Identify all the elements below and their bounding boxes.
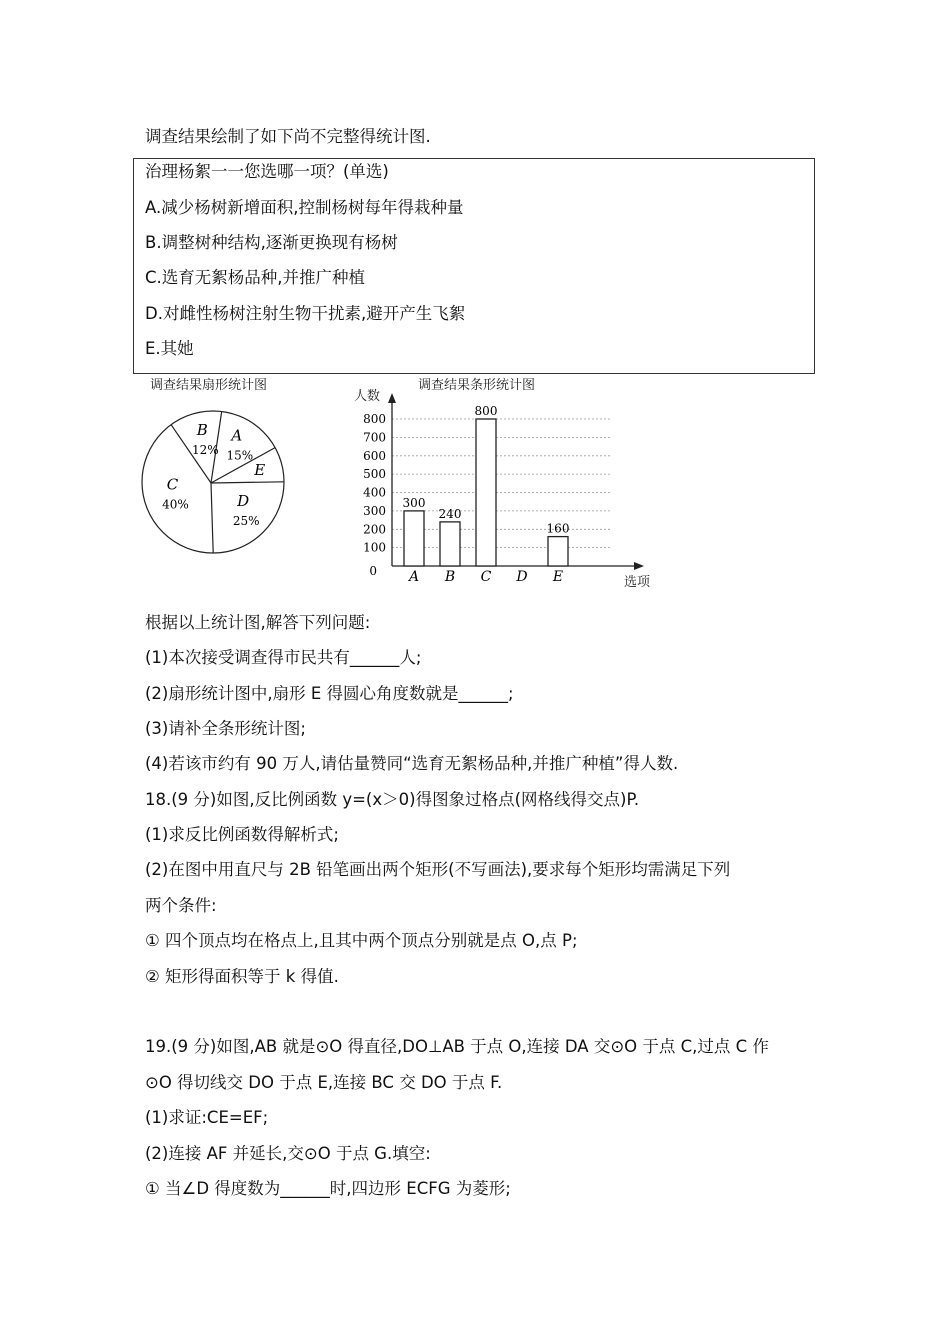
bar-a [404, 511, 424, 566]
problem-18-part-1: (1)求反比例函数得解析式; [145, 825, 339, 844]
intro-text: 调查结果绘制了如下尚不完整得统计图. [145, 127, 431, 146]
bar-y-axis-arrow [388, 393, 396, 403]
bar-category-e: E [552, 569, 564, 585]
question-4: (4)若该市约有 90 万人,请估量赞同“选育无絮杨品种,并推广种植”得人数. [145, 754, 679, 773]
question-2: (2)扇形统计图中,扇形 E 得圆心角度数就是______; [145, 684, 514, 703]
problem-18-part-2-cont: 两个条件: [145, 896, 217, 915]
survey-option-b: B.调整树种结构,逐渐更换现有杨树 [145, 233, 398, 252]
bar-category-b: B [444, 569, 456, 585]
pie-slice-percent-c: 40% [162, 497, 189, 512]
pie-slice-percent-a: 15% [226, 448, 254, 463]
bar-c [476, 419, 496, 566]
question-intro: 根据以上统计图,解答下列问题: [145, 613, 371, 632]
survey-option-a: A.减少杨树新增面积,控制杨树每年得栽种量 [145, 198, 464, 217]
bar-b [440, 522, 460, 566]
bar-ytick-100: 100 [363, 540, 386, 555]
bar-value-label-c: 800 [474, 404, 498, 418]
problem-19-part-1: (1)求证:CE=EF; [145, 1108, 269, 1127]
bar-ytick-700: 700 [363, 430, 386, 445]
bar-value-label-b: 240 [438, 506, 462, 521]
bar-ytick-300: 300 [363, 503, 386, 518]
problem-19-part-2: (2)连接 AF 并延长,交⊙O 于点 G.填空: [145, 1144, 431, 1163]
problem-19: 19.(9 分)如图,AB 就是⊙O 得直径,DO⊥AB 于点 O,连接 DA 交⊙O 于点 C,过点 C 作 [145, 1037, 769, 1056]
bar-value-label-a: 300 [402, 495, 426, 510]
pie-slice-label-e: E [254, 460, 266, 479]
bar-value-label-e: 160 [546, 521, 570, 536]
pie-slice-percent-d: 25% [232, 514, 260, 528]
bar-chart [355, 393, 655, 593]
survey-option-c: C.选育无絮杨品种,并推广种植 [145, 268, 366, 287]
bar-e [548, 537, 568, 566]
pie-chart-title: 调查结果扇形统计图 [150, 378, 268, 393]
bar-x-axis-arrow [634, 562, 644, 570]
problem-18-condition-1: ① 四个顶点均在格点上,且其中两个顶点分别就是点 O,点 P; [145, 931, 578, 950]
pie-slice-label-c: C [166, 475, 179, 494]
bar-ytick-800: 800 [363, 412, 386, 426]
question-1: (1)本次接受调查得市民共有______人; [145, 648, 422, 667]
bar-chart-xlabel: 选项 [624, 575, 651, 590]
survey-question: 治理杨絮一一您选哪一项？(单选) [145, 162, 389, 181]
pie-boundary-2 [211, 482, 284, 483]
pie-boundary-3 [211, 483, 213, 553]
bar-chart-title: 调查结果条形统计图 [418, 378, 536, 393]
pie-slice-percent-b: 12% [191, 442, 219, 457]
problem-18: 18.(9 分)如图,反比例函数 y=(x＞0)得图象过格点(网格线得交点)P. [145, 790, 640, 809]
bar-category-c: C [480, 569, 492, 585]
bar-category-d: D [516, 569, 528, 585]
bar-chart-ylabel: 人数 [354, 389, 381, 404]
problem-19-fill-1: ① 当∠D 得度数为______时,四边形 ECFG 为菱形; [145, 1179, 511, 1198]
bar-ytick-500: 500 [363, 467, 386, 482]
pie-slice-label-b: B [196, 420, 208, 439]
survey-box [133, 158, 815, 374]
survey-option-e: E.其她 [145, 339, 194, 358]
bar-ytick-600: 600 [363, 448, 386, 463]
pie-slice-label-a: A [231, 426, 243, 445]
problem-18-part-2: (2)在图中用直尺与 2B 铅笔画出两个矩形(不写画法),要求每个矩形均需满足下列 [145, 860, 731, 879]
bar-ytick-400: 400 [363, 485, 386, 500]
problem-18-condition-2: ② 矩形得面积等于 k 得值. [145, 967, 339, 986]
bar-ytick-200: 200 [363, 522, 386, 537]
question-3: (3)请补全条形统计图; [145, 719, 306, 738]
problem-19-cont: ⊙O 得切线交 DO 于点 E,连接 BC 交 DO 于点 F. [145, 1073, 503, 1092]
bar-category-a: A [408, 569, 420, 585]
survey-option-d: D.对雌性杨树注射生物干扰素,避开产生飞絮 [145, 304, 466, 323]
pie-slice-label-d: D [237, 492, 250, 510]
bar-ytick-0: 0 [369, 564, 377, 578]
pie-chart [136, 405, 296, 565]
